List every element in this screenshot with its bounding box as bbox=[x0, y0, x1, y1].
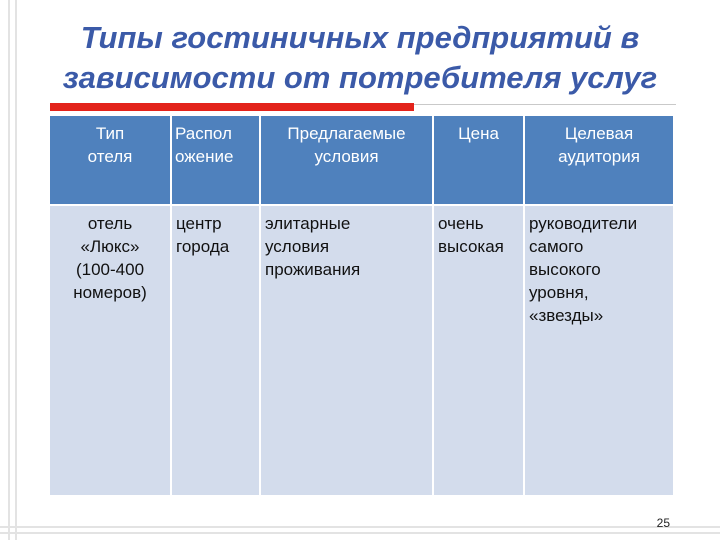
page-number: 25 bbox=[656, 516, 670, 530]
hotel-types-table bbox=[48, 114, 675, 497]
slide-frame-bottom bbox=[0, 526, 720, 534]
table-row bbox=[49, 205, 674, 496]
slide-title: Типы гостиничных предприятий в зависимости от потребителя услуг bbox=[62, 20, 658, 95]
header-offered-conditions: Предлагаемые условия bbox=[260, 115, 433, 205]
cell-price: очень высокая bbox=[433, 205, 524, 496]
title-accent-bar bbox=[50, 103, 414, 111]
cell-target-audience: руководители самого высокого уровня, «звезды» bbox=[524, 205, 674, 496]
cell-offered-conditions: элитарные условия проживания bbox=[260, 205, 433, 496]
cell-hotel-type: отель «Люкс» (100-400 номеров) bbox=[49, 205, 171, 496]
header-hotel-type: Тип отеля bbox=[49, 115, 171, 205]
header-target-audience: Целевая аудитория bbox=[524, 115, 674, 205]
header-location: Распол ожение bbox=[171, 115, 260, 205]
cell-location: центр города bbox=[171, 205, 260, 496]
slide-frame-left bbox=[8, 0, 17, 540]
table-header-row bbox=[49, 115, 674, 205]
header-price: Цена bbox=[433, 115, 524, 205]
